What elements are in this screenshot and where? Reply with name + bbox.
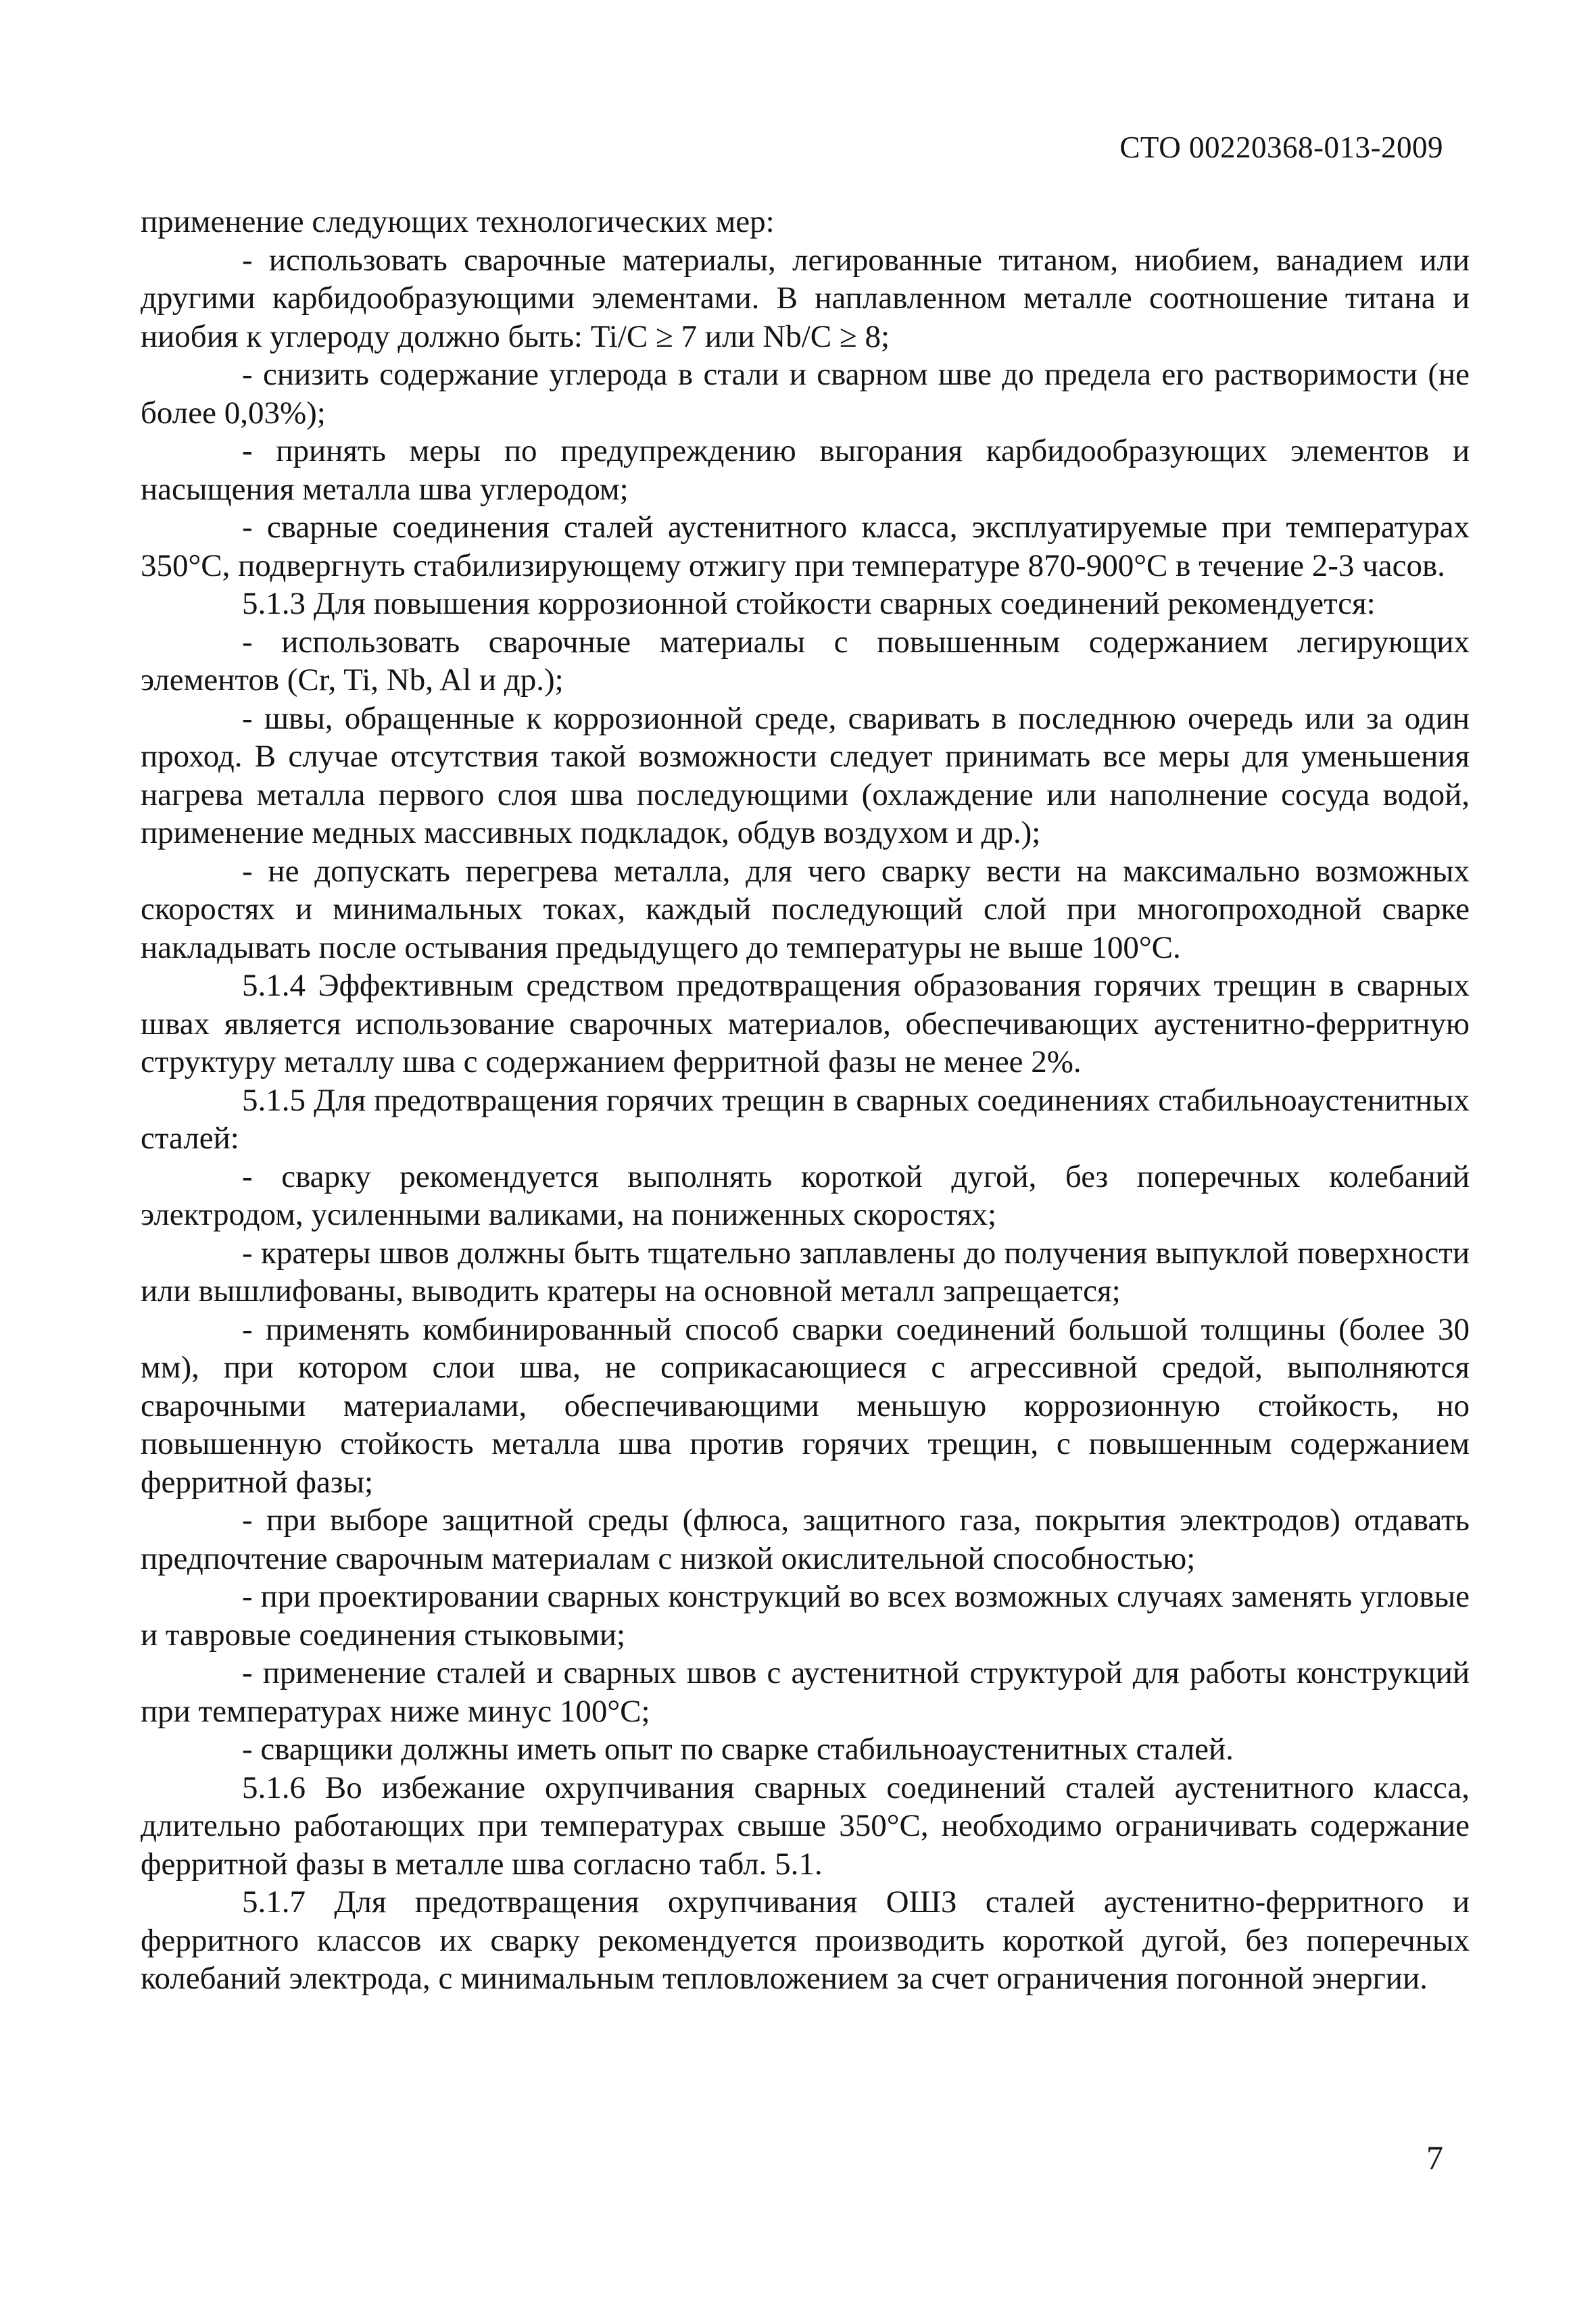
list-item: - кратеры швов должны быть тщательно заплавлены до получения выпуклой поверхности или вышлифованы, выводить кратеры на основной металл запрещается;: [141, 1235, 1470, 1309]
list-item: - использовать сварочные материалы с повышенным содержанием легирующих элементов (Cr, Ti, Nb, Al и др.);: [141, 624, 1470, 698]
list-item: - использовать сварочные материалы, легированные титаном, ниобием, ванадием или другими карбидообразующими элементами. В наплавленном металле соотношение титана и ниобия к углероду должно быть: Ti/C ≥ 7 или Nb/C ≥ 8;: [141, 242, 1470, 354]
clause-5-1-6: 5.1.6 Во избежание охрупчивания сварных соединений сталей аустенитного класса, длительно работающих при температурах свыше 350°С, необходимо ограничивать содержание ферритной фазы в металле шва согласно табл. 5.1.: [141, 1770, 1470, 1882]
list-item: - не допускать перегрева металла, для чего сварку вести на максимально возможных скоростях и минимальных токах, каждый последующий слой при многопроходной сварке накладывать после остывания предыдущего до температуры не выше 100°С.: [141, 853, 1470, 965]
page-number: 7: [1426, 2139, 1443, 2176]
document-code-header: СТО 00220368-013-2009: [1119, 130, 1443, 164]
list-item: - швы, обращенные к коррозионной среде, сваривать в последнюю очередь или за один проход. В случае отсутствия такой возможности следует принимать все меры для уменьшения нагрева металла первого слоя шва последующими (охлаждение или наполнение сосуда водой, применение медных массивных подкладок, обдув воздухом и др.);: [141, 700, 1470, 850]
list-item: - сварщики должны иметь опыт по сварке стабильноаустенитных сталей.: [242, 1732, 1234, 1767]
list-item: - принять меры по предупреждению выгорания карбидообразующих элементов и насыщения металла шва углеродом;: [141, 433, 1470, 507]
clause-5-1-4: 5.1.4 Эффективным средством предотвращения образования горячих трещин в сварных швах является использование сварочных материалов, обеспечивающих аустенитно-ферритную структуру металлу шва с содержанием ферритной фазы не менее 2%.: [141, 968, 1470, 1079]
list-item: - применение сталей и сварных швов с аустенитной структурой для работы конструкций при температурах ниже минус 100°С;: [141, 1655, 1470, 1729]
list-item: - при выборе защитной среды (флюса, защитного газа, покрытия электродов) отдавать предпочтение сварочным материалам с низкой окислительной способностью;: [141, 1503, 1470, 1576]
list-item: - снизить содержание углерода в стали и сварном шве до предела его растворимости (не более 0,03%);: [141, 357, 1470, 431]
list-item: - при проектировании сварных конструкций во всех возможных случаях заменять угловые и тавровые соединения стыковыми;: [141, 1579, 1470, 1653]
document-body: [141, 203, 1470, 1998]
list-item: - применять комбинированный способ сварки соединений большой толщины (более 30 мм), при котором слои шва, не соприкасающиеся с агрессивной средой, выполняются сварочными материалами, обеспечивающими меньшую коррозионную стойкость, но повышенную стойкость металла шва против горячих трещин, с повышенным содержанием ферритной фазы;: [141, 1311, 1470, 1500]
clause-5-1-7: 5.1.7 Для предотвращения охрупчивания ОШЗ сталей аустенитно-ферритного и ферритного классов их сварку рекомендуется производить короткой дугой, без поперечных колебаний электрода, с минимальным тепловложением за счет ограничения погонной энергии.: [141, 1884, 1470, 1996]
paragraph: применение следующих технологических мер:: [141, 204, 775, 239]
clause-5-1-5: 5.1.5 Для предотвращения горячих трещин в сварных соединениях стабильноаустенитных сталей:: [141, 1082, 1470, 1156]
list-item: - сварку рекомендуется выполнять короткой дугой, без поперечных колебаний электродом, усиленными валиками, на пониженных скоростях;: [141, 1159, 1470, 1232]
list-item: - сварные соединения сталей аустенитного класса, эксплуатируемые при температурах 350°С, подвергнуть стабилизирующему отжигу при температуре 870-900°С в течение 2-3 часов.: [141, 510, 1470, 583]
clause-5-1-3: 5.1.3 Для повышения коррозионной стойкости сварных соединений рекомендуется:: [242, 586, 1376, 621]
